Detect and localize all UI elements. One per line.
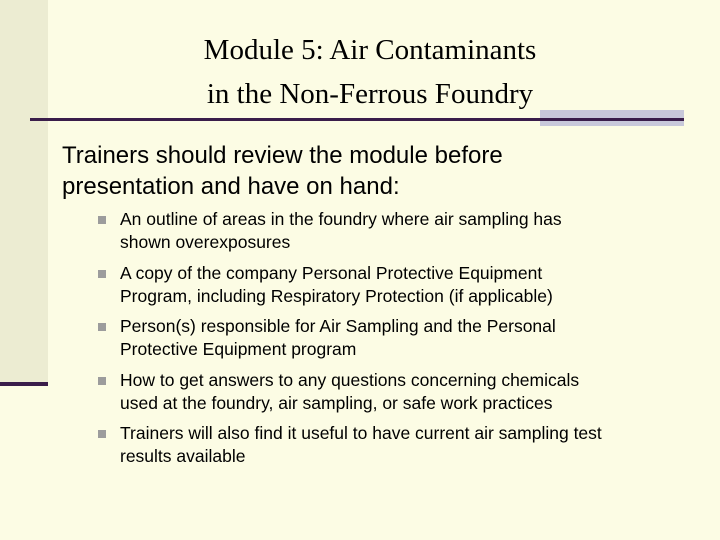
left-decorative-band [0, 0, 48, 384]
list-item [98, 262, 698, 308]
list-item [98, 315, 698, 361]
bullet-line-2: Protective Equipment program [120, 339, 357, 359]
intro-line-1: Trainers should review the module before [62, 142, 503, 169]
bullet-line-1: How to get answers to any questions concerning chemicals [120, 369, 580, 390]
bullet-line-1: Person(s) responsible for Air Sampling and the Personal [120, 316, 556, 336]
bullet-line-1: Trainers will also find it useful to have current air sampling test [120, 423, 602, 443]
square-bullet-icon [98, 216, 106, 224]
bullet-line-2: used at the foundry, air sampling, or safe work practices [120, 392, 553, 413]
bullet-line-2: results available [120, 446, 246, 466]
square-bullet-icon [98, 270, 106, 278]
list-item [98, 208, 698, 254]
bullet-line-2: Program, including Respiratory Protection (if applicable) [120, 285, 553, 306]
intro-line-2: presentation and have on hand: [62, 173, 400, 200]
bullet-line-2: shown overexposures [120, 232, 291, 252]
title-line-1: Module 5: Air Contaminants [203, 34, 537, 66]
bullet-line-1: An outline of areas in the foundry where air sampling has [120, 209, 562, 229]
intro-text [62, 140, 702, 202]
divider-accent-line [540, 118, 684, 121]
list-item [98, 369, 698, 415]
square-bullet-icon [98, 377, 106, 385]
bullet-line-1: A copy of the company Personal Protective Equipment [120, 262, 543, 283]
square-bullet-icon [98, 323, 106, 331]
bullet-list [98, 208, 698, 476]
list-item [98, 422, 698, 468]
square-bullet-icon [98, 430, 106, 438]
left-band-divider [0, 382, 48, 386]
slide-title [100, 28, 640, 116]
title-line-2: in the Non-Ferrous Foundry [206, 78, 534, 110]
